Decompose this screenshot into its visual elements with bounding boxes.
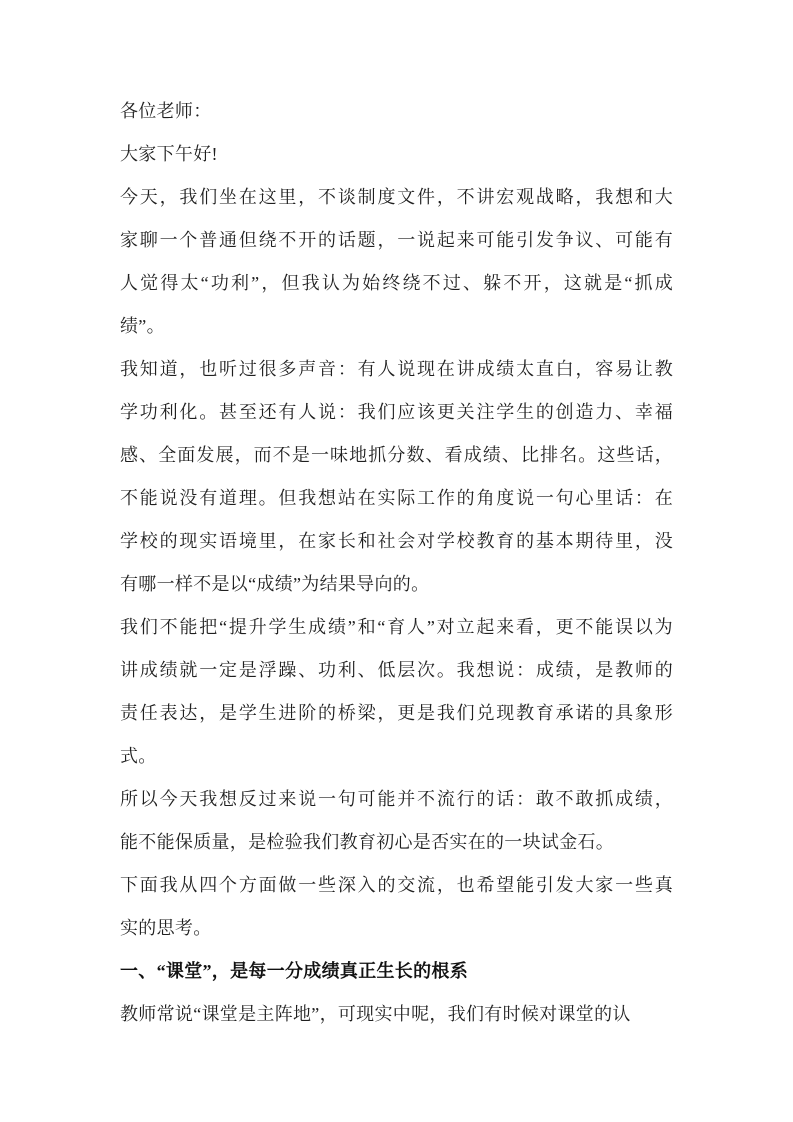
text-line: 人觉得太“功利”，但我认为始终绕不过、躲不开，这就是“抓成 [120,273,673,293]
text-line: 各位老师： [120,101,212,121]
paragraph [120,90,673,133]
text-line: 家聊一个普通但绕不开的话题，一说起来可能引发争议、可能有 [120,230,673,250]
paragraph [120,176,673,348]
text-line: 今天，我们坐在这里，不谈制度文件，不讲宏观战略，我想和大 [120,187,673,207]
text-line: 学校的现实语境里，在家长和社会对学校教育的基本期待里，没 [120,531,673,551]
text-line: 实的思考。 [120,918,212,938]
text-line: 学功利化。甚至还有人说：我们应该更关注学生的创造力、幸福 [120,402,673,422]
text-line: 式。 [120,746,157,766]
text-line: 所以今天我想反过来说一句可能并不流行的话：敢不敢抓成绩， [120,789,673,809]
text-line: 能不能保质量，是检验我们教育初心是否实在的一块试金石。 [120,832,615,852]
paragraph [120,778,673,864]
text-line: 不能说没有道理。但我想站在实际工作的角度说一句心里话：在 [120,488,673,508]
text-line: 绩”。 [120,316,165,336]
paragraph [120,993,673,1036]
text-line: 大家下午好! [120,144,218,164]
paragraph [120,606,673,778]
document-body [120,90,673,1036]
paragraph [120,864,673,950]
paragraph [120,348,673,606]
text-line: 有哪一样不是以“成绩”为结果导向的。 [120,574,430,594]
text-line: 讲成绩就一定是浮躁、功利、低层次。我想说：成绩，是教师的 [120,660,673,680]
section-heading [120,950,673,993]
text-line: 我知道，也听过很多声音：有人说现在讲成绩太直白，容易让教 [120,359,673,379]
text-line: 感、全面发展，而不是一味地抓分数、看成绩、比排名。这些话， [120,445,673,465]
text-line: 责任表达，是学生进阶的桥梁，更是我们兑现教育承诺的具象形 [120,703,673,723]
text-line: 下面我从四个方面做一些深入的交流，也希望能引发大家一些真 [120,875,673,895]
text-line: 我们不能把“提升学生成绩”和“育人”对立起来看，更不能误以为 [120,617,673,637]
paragraph [120,133,673,176]
heading-line: 一、“课堂”，是每一分成绩真正生长的根系 [120,961,468,981]
text-line: 教师常说“课堂是主阵地”，可现实中呢，我们有时候对课堂的认 [120,1004,631,1024]
